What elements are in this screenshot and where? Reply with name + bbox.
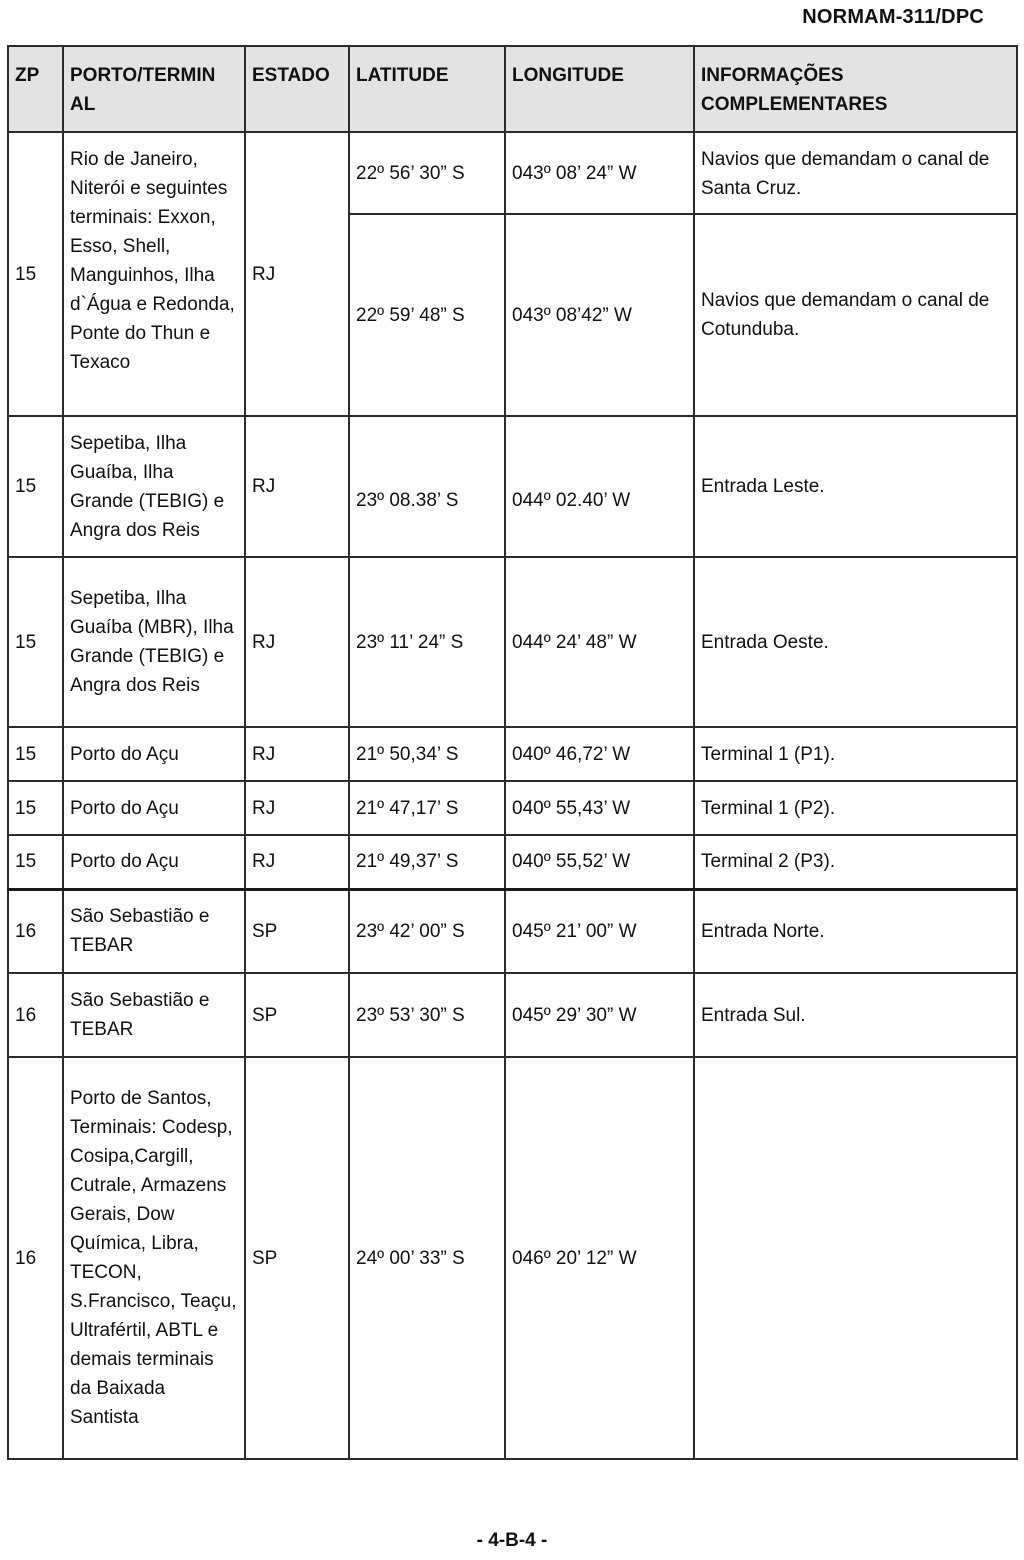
cell-estado: SP [245, 973, 349, 1057]
page-number: - 4-B-4 - [476, 1530, 548, 1551]
table-row [8, 727, 1017, 781]
cell-info: Terminal 2 (P3). [694, 835, 1017, 889]
cell-estado: RJ [245, 781, 349, 835]
cell-info [694, 1057, 1017, 1459]
cell-longitude: 044º 24’ 48” W [505, 557, 694, 727]
cell-latitude: 22º 56’ 30” S [349, 132, 505, 214]
col-header-estado: ESTADO [245, 46, 349, 132]
col-header-porto: PORTO/TERMIN AL [63, 46, 245, 132]
table-row [8, 973, 1017, 1057]
cell-estado: RJ [245, 835, 349, 889]
cell-longitude: 040º 55,43’ W [505, 781, 694, 835]
cell-longitude: 043º 08’ 24” W [505, 132, 694, 214]
cell-porto: Porto do Açu [63, 781, 245, 835]
cell-latitude: 21º 50,34’ S [349, 727, 505, 781]
table-header-row [8, 46, 1017, 132]
cell-zp: 16 [8, 973, 63, 1057]
cell-info: Navios que demandam o canal de Cotunduba. [694, 214, 1017, 416]
cell-info: Entrada Sul. [694, 973, 1017, 1057]
cell-longitude: 044º 02.40’ W [505, 416, 694, 557]
cell-latitude: 21º 47,17’ S [349, 781, 505, 835]
cell-porto: Rio de Janeiro, Niterói e seguintes terminais: Exxon, Esso, Shell, Manguinhos, Ilha d`Água e Redonda, Ponte do Thun e Texaco [63, 132, 245, 416]
cell-longitude: 045º 21’ 00” W [505, 889, 694, 973]
cell-porto: Porto de Santos, Terminais: Codesp, Cosipa,Cargill, Cutrale, Armazens Gerais, Dow Química, Libra, TECON, S.Francisco, Teaçu, Ultrafértil, ABTL e demais terminais da Baixada Santista [63, 1057, 245, 1459]
cell-zp: 15 [8, 835, 63, 889]
cell-longitude: 046º 20’ 12” W [505, 1057, 694, 1459]
cell-porto: São Sebastião e TEBAR [63, 973, 245, 1057]
document-code: NORMAM-311/DPC [802, 6, 984, 28]
cell-porto: Porto do Açu [63, 835, 245, 889]
table-row [8, 557, 1017, 727]
cell-porto: São Sebastião e TEBAR [63, 889, 245, 973]
cell-latitude: 23º 11’ 24” S [349, 557, 505, 727]
cell-porto: Porto do Açu [63, 727, 245, 781]
col-header-longitude: LONGITUDE [505, 46, 694, 132]
cell-longitude: 043º 08’42” W [505, 214, 694, 416]
cell-info: Navios que demandam o canal de Santa Cruz. [694, 132, 1017, 214]
cell-info: Terminal 1 (P2). [694, 781, 1017, 835]
table-row [8, 889, 1017, 973]
table-row [8, 835, 1017, 889]
cell-latitude: 24º 00’ 33” S [349, 1057, 505, 1459]
ports-table [7, 45, 1018, 1460]
cell-longitude: 045º 29’ 30” W [505, 973, 694, 1057]
cell-zp: 15 [8, 557, 63, 727]
table-row [8, 416, 1017, 557]
cell-latitude: 23º 42’ 00” S [349, 889, 505, 973]
col-header-latitude: LATITUDE [349, 46, 505, 132]
cell-latitude: 21º 49,37’ S [349, 835, 505, 889]
cell-estado: SP [245, 889, 349, 973]
cell-zp: 16 [8, 1057, 63, 1459]
cell-latitude: 23º 53’ 30” S [349, 973, 505, 1057]
cell-latitude: 23º 08.38’ S [349, 416, 505, 557]
cell-info: Entrada Oeste. [694, 557, 1017, 727]
table-row [8, 1057, 1017, 1459]
cell-longitude: 040º 55,52’ W [505, 835, 694, 889]
table-row [8, 132, 1017, 214]
cell-zp: 15 [8, 727, 63, 781]
table-row [8, 781, 1017, 835]
cell-porto: Sepetiba, Ilha Guaíba (MBR), Ilha Grande (TEBIG) e Angra dos Reis [63, 557, 245, 727]
cell-zp: 15 [8, 416, 63, 557]
cell-zp: 15 [8, 132, 63, 416]
cell-zp: 16 [8, 889, 63, 973]
cell-estado: RJ [245, 132, 349, 416]
cell-info: Entrada Norte. [694, 889, 1017, 973]
cell-estado: RJ [245, 727, 349, 781]
col-header-zp: ZP [8, 46, 63, 132]
cell-estado: RJ [245, 416, 349, 557]
cell-estado: RJ [245, 557, 349, 727]
cell-estado: SP [245, 1057, 349, 1459]
cell-info: Terminal 1 (P1). [694, 727, 1017, 781]
cell-info: Entrada Leste. [694, 416, 1017, 557]
col-header-info: INFORMAÇÕES COMPLEMENTARES [694, 46, 1017, 132]
cell-porto: Sepetiba, Ilha Guaíba, Ilha Grande (TEBIG) e Angra dos Reis [63, 416, 245, 557]
cell-latitude: 22º 59’ 48” S [349, 214, 505, 416]
cell-zp: 15 [8, 781, 63, 835]
cell-longitude: 040º 46,72’ W [505, 727, 694, 781]
